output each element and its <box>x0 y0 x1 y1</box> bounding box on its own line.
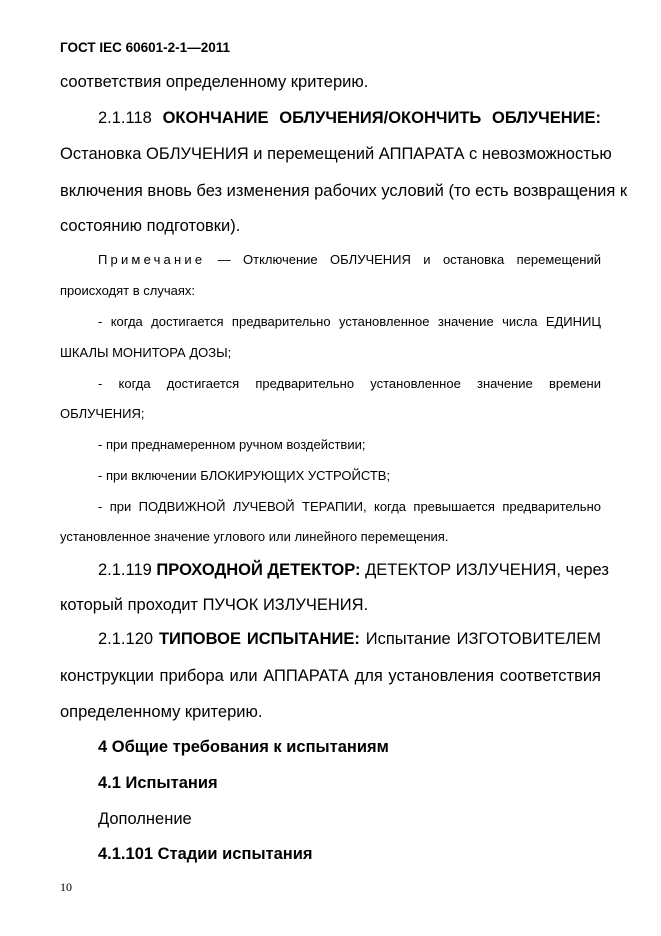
text-line: который проходит ПУЧОК ИЗЛУЧЕНИЯ. <box>60 596 369 614</box>
note-list-item: - при преднамеренном ручном воздействии; <box>98 437 366 452</box>
note-line: ОБЛУЧЕНИЯ; <box>60 406 145 421</box>
note-label: Примечание <box>98 252 206 267</box>
note-list-item: - когда достигается предварительно установленное значение времени <box>98 376 601 391</box>
addition-label: Дополнение <box>98 810 192 828</box>
document-header: ГОСТ IEC 60601-2-1—2011 <box>60 40 230 55</box>
clause-number: 2.1.118 <box>98 109 152 127</box>
note-list-item: - при ПОДВИЖНОЙ ЛУЧЕВОЙ ТЕРАПИИ, когда превышается предварительно <box>98 499 601 514</box>
note-text: — Отключение ОБЛУЧЕНИЯ и остановка перемещений <box>217 252 601 267</box>
text-line: конструкции прибора или АППАРАТА для установления соответствия <box>60 667 601 685</box>
note-line: происходят в случаях: <box>60 283 196 298</box>
clause-number: 2.1.120 <box>98 630 154 648</box>
text-line: включения вновь без изменения рабочих условий (то есть возвращения к <box>60 182 628 200</box>
term: ПРОХОДНОЙ ДЕТЕКТОР: <box>156 561 361 579</box>
text-line: соответствия определенному критерию. <box>60 73 369 91</box>
definition-text: ДЕТЕКТОР ИЗЛУЧЕНИЯ, через <box>365 561 609 579</box>
definition-text: Испытание ИЗГОТОВИТЕЛЕМ <box>365 630 601 648</box>
clause-number: 2.1.119 <box>98 561 152 579</box>
text-line: Остановка ОБЛУЧЕНИЯ и перемещений АППАРАТА с невозможностью <box>60 145 612 163</box>
term: ОКОНЧАНИЕ ОБЛУЧЕНИЯ/ОКОНЧИТЬ ОБЛУЧЕНИЕ: <box>162 109 601 127</box>
section-heading-4-1-101: 4.1.101 Стадии испытания <box>98 845 313 863</box>
section-heading-4-1: 4.1 Испытания <box>98 774 218 792</box>
page-number: 10 <box>60 880 72 894</box>
definition-2-1-119-heading <box>98 561 609 580</box>
note-heading <box>98 252 601 267</box>
note-line: установленное значение углового или линейного перемещения. <box>60 529 449 544</box>
definition-2-1-120-heading <box>98 630 601 649</box>
note-line: ШКАЛЫ МОНИТОРА ДОЗЫ; <box>60 345 232 360</box>
term: ТИПОВОЕ ИСПЫТАНИЕ: <box>158 630 360 648</box>
definition-2-1-118-heading <box>98 109 601 128</box>
section-heading-4: 4 Общие требования к испытаниям <box>98 738 389 756</box>
note-list-item: - когда достигается предварительно установленное значение числа ЕДИНИЦ <box>98 314 601 329</box>
text-line: определенному критерию. <box>60 703 263 721</box>
text-line: состоянию подготовки). <box>60 217 241 235</box>
note-list-item: - при включении БЛОКИРУЮЩИХ УСТРОЙСТВ; <box>98 468 391 483</box>
